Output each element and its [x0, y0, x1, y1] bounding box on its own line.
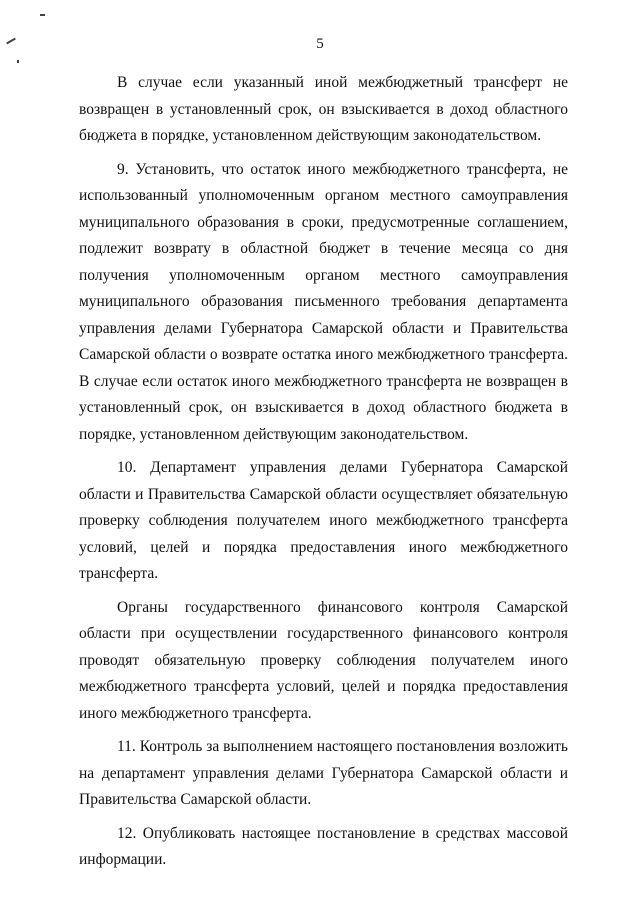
paragraph-11-oversight: 11. Контроль за выполнением настоящего постановления возложить на департамент управления делами Губернатора Самарской области и Правительства Самарской области. [79, 738, 568, 808]
page-number: 5 [316, 36, 324, 52]
scan-artifact [17, 60, 19, 63]
paragraph-transfer-return: В случае если указанный иной межбюджетный трансферт не возвращен в установленный срок, он взыскивается в доход областного бюджета в порядке, установленном действующим законодательством. [79, 74, 568, 144]
paragraph-financial-control: Органы государственного финансового контроля Самарской области при осуществлении государственного финансового контроля проводят обязательную проверку соблюдения получателем иного межбюджетного трансферта условий, целей и порядка предоставления иного межбюджетного трансферта. [79, 598, 568, 722]
paragraph-10-compliance-check: 10. Департамент управления делами Губернатора Самарской области и Правительства Самарской области осуществляет обязательную проверку соблюдения получателем иного межбюджетного трансферта условий, целей и порядка предоставления иного межбюджетного трансферта. [79, 459, 568, 582]
document-body [79, 70, 568, 881]
scan-artifact [40, 14, 45, 16]
paragraph-12-publication: 12. Опубликовать настоящее постановление в средствах массовой информации. [79, 824, 568, 868]
paragraph-9-remaining-balance: 9. Установить, что остаток иного межбюджетного трансферта, не использованный уполномоченным органом местного самоуправления муниципального образования в сроки, предусмотренные соглашением, подлежит возврату в областной бюджет в течение месяца со дня получения уполномоченным органом местного самоуправления муниципального образования письменного требования департамента управления делами Губернатора Самарской области и Правительства Самарской области о возврате остатка иного межбюджетного трансферта. В случае если остаток иного межбюджетного трансферта не возвращен в установленный срок, он взыскивается в доход областного бюджета в порядке, установленном действующим законодательством. [79, 160, 568, 443]
